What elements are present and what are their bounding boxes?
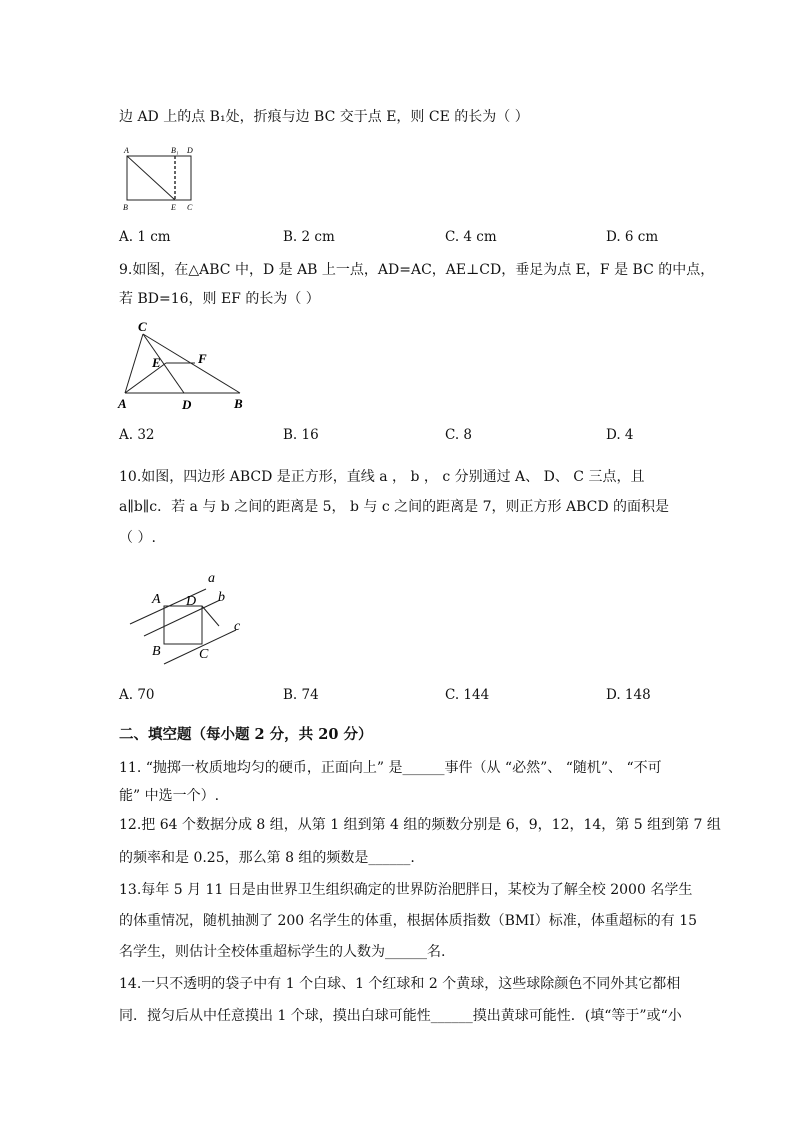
q8-option-a[interactable]: A. 1 cm: [119, 229, 171, 245]
q8-label-E: E: [171, 203, 176, 212]
q8-label-B1: B₁: [171, 146, 179, 155]
q10-label-a: a: [208, 571, 215, 586]
q10-option-b[interactable]: B. 74: [283, 687, 319, 703]
q8-label-C: C: [187, 203, 193, 212]
q9-label-C: C: [138, 319, 147, 334]
q10-text-line3: （ ）.: [119, 530, 156, 546]
q14-text-line2: 同．搅匀后从中任意摸出 1 个球，摸出白球可能性______摸出黄球可能性．(填“等于”或“小: [119, 1008, 682, 1024]
q9-label-B: B: [234, 396, 243, 411]
q10-figure-square-lines: [124, 568, 264, 668]
q8-figure-rectangle: [119, 142, 209, 218]
q8-text-line1: 边 AD 上的点 B₁处，折痕与边 BC 交于点 E，则 CE 的长为（ ）: [119, 109, 529, 125]
q10-option-a[interactable]: A. 70: [119, 687, 155, 703]
q11-text-line1: 11. “抛掷一枚质地均匀的硬币，正面向上” 是______事件（从 “必然”、 “随机”、 “不可: [119, 760, 662, 776]
q10-label-c: c: [234, 619, 241, 634]
q9-option-d[interactable]: D. 4: [606, 427, 634, 443]
q8-label-B: B: [123, 203, 128, 212]
q14-text-line1: 14.一只不透明的袋子中有 1 个白球、1 个红球和 2 个黄球，这些球除颜色不同外其它都相: [119, 976, 681, 992]
q9-text-line1: 9.如图，在△ABC 中，D 是 AB 上一点，AD=AC，AE⊥CD，垂足为点 E，F 是 BC 的中点，: [119, 262, 715, 278]
q8-option-b[interactable]: B. 2 cm: [283, 229, 335, 245]
q9-figure-triangle: [114, 316, 254, 416]
q9-label-E: E: [152, 355, 161, 370]
q10-label-C: C: [199, 647, 209, 662]
q10-text-line2: a∥b∥c．若 a 与 b 之间的距离是 5， b 与 c 之间的距离是 7，则正方形 ABCD 的面积是: [119, 499, 670, 515]
q9-option-c[interactable]: C. 8: [445, 427, 473, 443]
q8-label-A: A: [124, 146, 129, 155]
q8-option-c[interactable]: C. 4 cm: [445, 229, 497, 245]
q13-text-line1: 13.每年 5 月 11 日是由世界卫生组织确定的世界防治肥胖日，某校为了解全校 2000 名学生: [119, 882, 693, 898]
q10-label-A: A: [152, 592, 161, 607]
q10-label-B: B: [152, 644, 161, 659]
q10-text-line1: 10.如图，四边形 ABCD 是正方形，直线 a ， b ， c 分别通过 A、 D、 C 三点，且: [119, 469, 645, 485]
q8-label-D: D: [187, 146, 193, 155]
q13-text-line2: 的体重情况，随机抽测了 200 名学生的体重，根据体质指数（BMI）标准，体重超标的有 15: [119, 913, 698, 929]
q10-option-d[interactable]: D. 148: [606, 687, 651, 703]
q9-option-a[interactable]: A. 32: [119, 427, 155, 443]
q12-text-line2: 的频率和是 0.25，那么第 8 组的频数是______.: [119, 850, 415, 866]
q9-label-F: F: [198, 351, 207, 366]
q8-option-d[interactable]: D. 6 cm: [606, 229, 659, 245]
q9-label-D: D: [182, 397, 192, 412]
q9-text-line2: 若 BD=16，则 EF 的长为（ ）: [119, 291, 320, 307]
q9-option-b[interactable]: B. 16: [283, 427, 319, 443]
section-2-heading: 二、填空题（每小题 2 分，共 20 分）: [119, 726, 373, 743]
q10-option-c[interactable]: C. 144: [445, 687, 490, 703]
q11-text-line2: 能” 中选一个）.: [119, 788, 220, 804]
q10-label-D: D: [186, 594, 197, 609]
q9-label-A: A: [118, 396, 127, 411]
q12-text-line1: 12.把 64 个数据分成 8 组，从第 1 组到第 4 组的频数分别是 6，9，12，14，第 5 组到第 7 组: [119, 817, 721, 833]
q10-label-b: b: [218, 590, 225, 605]
q13-text-line3: 名学生，则估计全校体重超标学生的人数为______名.: [119, 944, 446, 960]
